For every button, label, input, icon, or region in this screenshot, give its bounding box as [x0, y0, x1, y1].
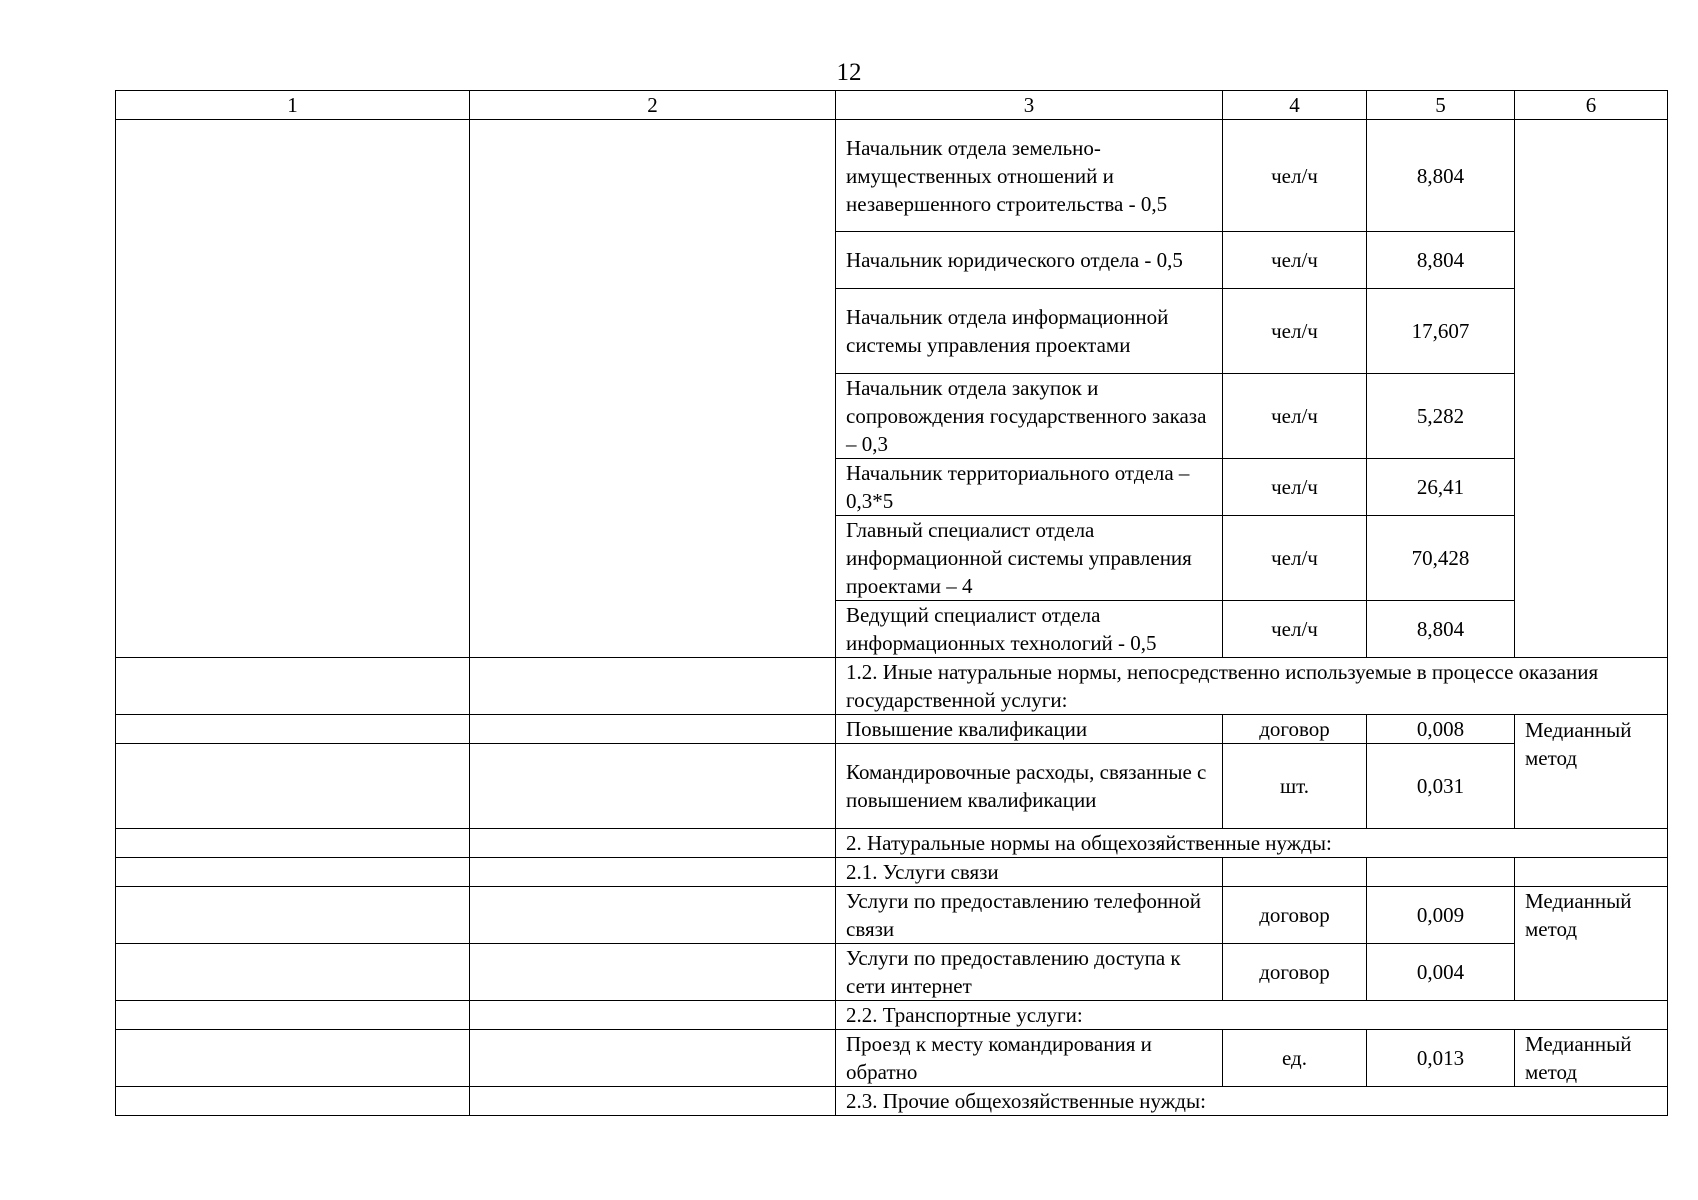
header-cell: 5: [1367, 91, 1515, 120]
norm-name: Начальник территориального отдела – 0,3*5: [836, 459, 1223, 516]
norm-name: Начальник отдела земельно-имущественных отношений и незавершенного строительства - 0,5: [836, 120, 1223, 232]
norm-name: Услуги по предоставлению телефонной связи: [836, 887, 1223, 944]
header-cell: 2: [470, 91, 836, 120]
section-title: 2. Натуральные нормы на общехозяйственные нужды:: [836, 829, 1668, 858]
section-title: 2.3. Прочие общехозяйственные нужды:: [836, 1087, 1668, 1116]
page-number: 12: [836, 59, 862, 86]
norm-unit: чел/ч: [1223, 374, 1367, 459]
table-header-row: [116, 91, 1668, 120]
norm-value: 8,804: [1367, 232, 1515, 289]
table-row: [116, 120, 1668, 232]
section-title: 2.2. Транспортные услуги:: [836, 1001, 1668, 1030]
norm-value: 0,004: [1367, 944, 1515, 1001]
norm-method: Медианный метод: [1515, 1030, 1668, 1087]
section-row: [116, 658, 1668, 715]
norm-value: 0,013: [1367, 1030, 1515, 1087]
section-row: [116, 1087, 1668, 1116]
norm-value: 8,804: [1367, 120, 1515, 232]
empty-cell: [116, 858, 470, 887]
norm-value: 0,008: [1367, 715, 1515, 744]
empty-cell: [1515, 120, 1668, 658]
norm-value: 0,031: [1367, 744, 1515, 829]
norm-name: Командировочные расходы, связанные с повышением квалификации: [836, 744, 1223, 829]
norm-name: Начальник отдела закупок и сопровождения государственного заказа – 0,3: [836, 374, 1223, 459]
norm-value: 5,282: [1367, 374, 1515, 459]
norm-method: Медианный метод: [1515, 887, 1668, 944]
empty-cell: [1367, 858, 1515, 887]
table-row: [116, 944, 1668, 1001]
empty-cell: [470, 715, 836, 744]
empty-cell: [1515, 944, 1668, 1001]
section-row: [116, 858, 1668, 887]
norm-value: 17,607: [1367, 289, 1515, 374]
table-row: [116, 744, 1668, 829]
section-title: 1.2. Иные натуральные нормы, непосредственно используемые в процессе оказания государственной услуги:: [836, 658, 1668, 715]
header-cell: 1: [116, 91, 470, 120]
norm-name: Ведущий специалист отдела информационных технологий - 0,5: [836, 601, 1223, 658]
empty-cell: [116, 120, 470, 658]
section-row: [116, 829, 1668, 858]
empty-cell: [1515, 858, 1668, 887]
empty-cell: [470, 944, 836, 1001]
norms-table: [115, 90, 1668, 1116]
empty-cell: [116, 887, 470, 944]
empty-cell: [470, 1001, 836, 1030]
section-row: [116, 1001, 1668, 1030]
norm-name: Услуги по предоставлению доступа к сети интернет: [836, 944, 1223, 1001]
norm-unit: ед.: [1223, 1030, 1367, 1087]
header-cell: 4: [1223, 91, 1367, 120]
empty-cell: [116, 1087, 470, 1116]
section-title: 2.1. Услуги связи: [836, 858, 1223, 887]
empty-cell: [470, 120, 836, 658]
header-cell: 6: [1515, 91, 1668, 120]
empty-cell: [116, 829, 470, 858]
empty-cell: [116, 944, 470, 1001]
norm-unit: чел/ч: [1223, 459, 1367, 516]
empty-cell: [470, 1030, 836, 1087]
norm-name: Главный специалист отдела информационной системы управления проектами – 4: [836, 516, 1223, 601]
norm-value: 0,009: [1367, 887, 1515, 944]
norm-unit: договор: [1223, 944, 1367, 1001]
norm-value: 26,41: [1367, 459, 1515, 516]
table-row: [116, 887, 1668, 944]
table-row: [116, 715, 1668, 744]
table-row: [116, 1030, 1668, 1087]
header-cell: 3: [836, 91, 1223, 120]
norm-method-text: Медианный метод: [1525, 717, 1632, 770]
norm-name: Начальник отдела информационной системы управления проектами: [836, 289, 1223, 374]
norm-unit: чел/ч: [1223, 516, 1367, 601]
norm-unit: чел/ч: [1223, 120, 1367, 232]
norm-name: Повышение квалификации: [836, 715, 1223, 744]
norm-unit: договор: [1223, 715, 1367, 744]
norm-unit: чел/ч: [1223, 232, 1367, 289]
empty-cell: [116, 744, 470, 829]
norm-unit: чел/ч: [1223, 289, 1367, 374]
empty-cell: [1223, 858, 1367, 887]
norm-value: 70,428: [1367, 516, 1515, 601]
empty-cell: [470, 887, 836, 944]
empty-cell: [470, 744, 836, 829]
empty-cell: [470, 858, 836, 887]
norm-method: [1515, 717, 1668, 829]
norm-value: 8,804: [1367, 601, 1515, 658]
empty-cell: [470, 658, 836, 715]
empty-cell: [116, 1001, 470, 1030]
norm-unit: договор: [1223, 887, 1367, 944]
empty-cell: [116, 1030, 470, 1087]
norm-unit: чел/ч: [1223, 601, 1367, 658]
empty-cell: [470, 1087, 836, 1116]
empty-cell: [116, 658, 470, 715]
empty-cell: [116, 715, 470, 744]
empty-cell: [470, 829, 836, 858]
norm-name: Начальник юридического отдела - 0,5: [836, 232, 1223, 289]
norm-name: Проезд к месту командирования и обратно: [836, 1030, 1223, 1087]
norm-unit: шт.: [1223, 744, 1367, 829]
